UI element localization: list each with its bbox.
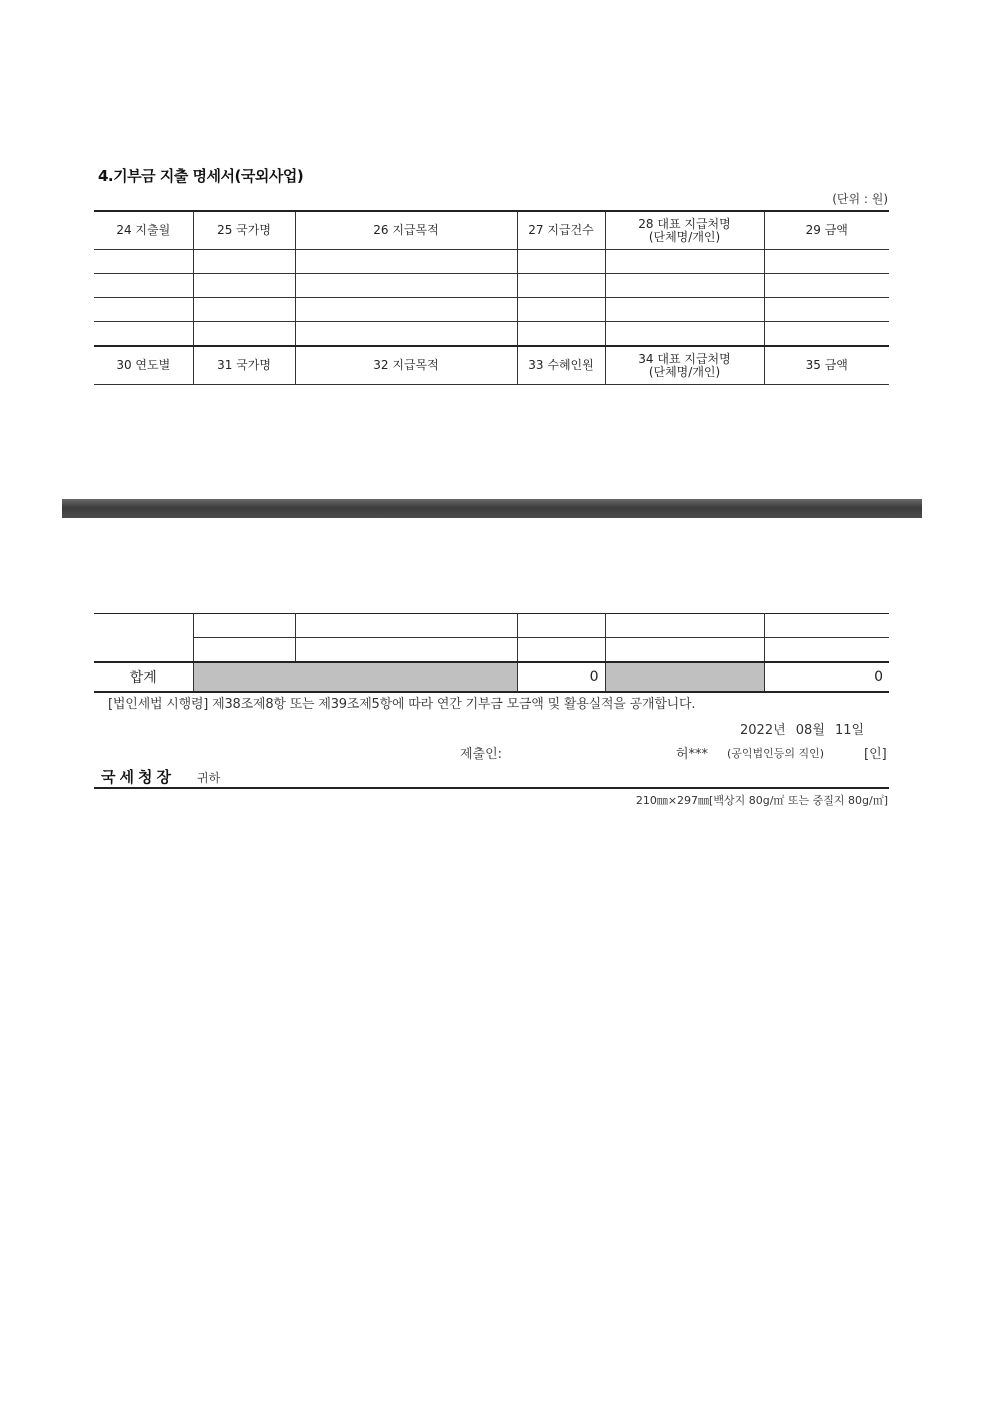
total-amount: 0 [764, 662, 889, 692]
table-row [94, 298, 889, 322]
header-cell: 29 금액 [764, 211, 889, 250]
table-cell[interactable] [193, 274, 295, 298]
table-cell[interactable] [295, 274, 517, 298]
legal-note: [법인세법 시행령] 제38조제8항 또는 제39조제5항에 따라 연간 기부금 모금액 및 활용실적을 공개합니다. [108, 697, 696, 712]
table-cell[interactable] [295, 298, 517, 322]
table-cell [94, 614, 193, 663]
table-header-row [94, 211, 889, 250]
header-cell: 31 국가명 [193, 346, 295, 385]
table-cell[interactable] [94, 250, 193, 274]
page-break-band [62, 499, 922, 518]
table-cell[interactable] [517, 298, 605, 322]
table-cell[interactable] [605, 274, 764, 298]
table-cell[interactable] [764, 250, 889, 274]
total-row [94, 662, 889, 692]
table-cell[interactable] [605, 614, 764, 638]
table-cell[interactable] [517, 614, 605, 638]
header-cell: 28 대표 지급처명 (단체명/개인) [605, 211, 764, 250]
table-cell[interactable] [764, 614, 889, 638]
shaded-cell [193, 662, 517, 692]
table-cell[interactable] [193, 638, 295, 663]
submitter-label: 제출인: [460, 747, 503, 762]
table-row [94, 638, 889, 663]
table-cell[interactable] [94, 322, 193, 347]
submitter-role: (공익법인등의 직인) [727, 747, 825, 760]
table-cell[interactable] [764, 322, 889, 347]
header-cell: 30 연도별 [94, 346, 193, 385]
table-cell[interactable] [94, 274, 193, 298]
table-row [94, 274, 889, 298]
table-cell[interactable] [193, 250, 295, 274]
table-row [94, 614, 889, 638]
table-cell[interactable] [764, 274, 889, 298]
total-count: 0 [517, 662, 605, 692]
unit-label: (단위 : 원) [832, 192, 888, 206]
table-cell[interactable] [605, 638, 764, 663]
table-cell[interactable] [295, 322, 517, 347]
table-cell[interactable] [193, 614, 295, 638]
header-cell: 34 대표 지급처명 (단체명/개인) [605, 346, 764, 385]
table-cell[interactable] [517, 322, 605, 347]
summary-table [94, 613, 889, 693]
header-cell: 25 국가명 [193, 211, 295, 250]
header-cell: 26 지급목적 [295, 211, 517, 250]
header-cell: 35 금액 [764, 346, 889, 385]
submission-date: 2022년 08월 11일 [740, 723, 865, 738]
table-cell[interactable] [517, 638, 605, 663]
overseas-donation-table [94, 210, 889, 385]
table-row [94, 322, 889, 347]
table-header-row [94, 346, 889, 385]
recipient: 국세청장 [101, 768, 175, 786]
total-label: 합계 [94, 662, 193, 692]
shaded-cell [605, 662, 764, 692]
table-cell[interactable] [605, 322, 764, 347]
submitter-name: 허*** [676, 747, 709, 762]
table-cell[interactable] [517, 250, 605, 274]
table-cell[interactable] [517, 274, 605, 298]
table-row [94, 250, 889, 274]
header-cell: 33 수혜인원 [517, 346, 605, 385]
table-cell[interactable] [295, 250, 517, 274]
header-cell: 32 지급목적 [295, 346, 517, 385]
divider [94, 787, 889, 789]
paper-spec: 210㎜×297㎜[백상지 80g/㎡ 또는 중질지 80g/㎡] [635, 794, 888, 807]
table-cell[interactable] [605, 298, 764, 322]
table-cell[interactable] [94, 298, 193, 322]
section-title: 4.기부금 지출 명세서(국외사업) [98, 167, 304, 185]
seal-mark: [인] [864, 747, 887, 762]
table-cell[interactable] [605, 250, 764, 274]
table-cell[interactable] [193, 298, 295, 322]
header-cell: 27 지급건수 [517, 211, 605, 250]
table-cell[interactable] [193, 322, 295, 347]
table-cell[interactable] [295, 638, 517, 663]
table-cell[interactable] [295, 614, 517, 638]
table-cell[interactable] [764, 298, 889, 322]
table-cell[interactable] [764, 638, 889, 663]
header-cell: 24 지출월 [94, 211, 193, 250]
honorific: 귀하 [197, 771, 221, 785]
